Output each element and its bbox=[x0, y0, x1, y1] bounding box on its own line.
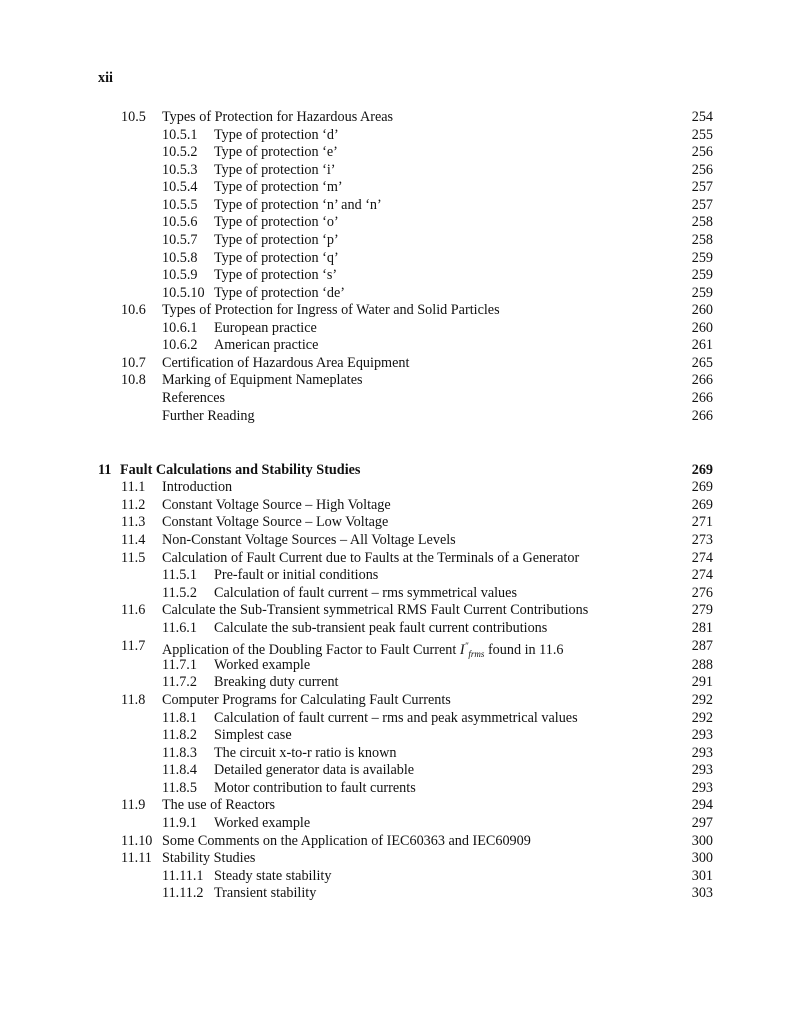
section-number: 11.6.1 bbox=[162, 620, 197, 636]
page-ref: 291 bbox=[691, 674, 713, 690]
page-ref: 288 bbox=[691, 657, 713, 673]
chapter-title: Fault Calculations and Stability Studies bbox=[120, 462, 361, 478]
page-ref: 287 bbox=[691, 638, 713, 654]
section-number: 11.2 bbox=[121, 497, 146, 513]
section-title: Further Reading bbox=[162, 408, 255, 424]
section-number: 10.5.10 bbox=[162, 285, 205, 301]
page-ref: 259 bbox=[691, 285, 713, 301]
section-title: Type of protection ‘e’ bbox=[214, 144, 338, 160]
page-ref: 265 bbox=[691, 355, 713, 371]
page-ref: 300 bbox=[691, 850, 713, 866]
page-ref: 279 bbox=[691, 602, 713, 618]
toc-entry[interactable] bbox=[0, 336, 786, 354]
section-title: Calculation of fault current – rms symmetrical values bbox=[214, 585, 517, 601]
section-title: Constant Voltage Source – High Voltage bbox=[162, 497, 391, 513]
section-title: Pre-fault or initial conditions bbox=[214, 567, 379, 583]
section-number: 10.5 bbox=[121, 109, 146, 125]
section-title: Constant Voltage Source – Low Voltage bbox=[162, 514, 389, 530]
toc-entry[interactable] bbox=[0, 867, 786, 885]
section-title: Type of protection ‘de’ bbox=[214, 285, 345, 301]
page-ref: 297 bbox=[691, 815, 713, 831]
section-number: 11.11.2 bbox=[162, 885, 204, 901]
section-number: 10.5.8 bbox=[162, 250, 198, 266]
section-title: Worked example bbox=[214, 815, 311, 831]
section-number: 11.10 bbox=[121, 833, 153, 849]
section-number: 11.7 bbox=[121, 638, 146, 654]
toc-entry[interactable] bbox=[0, 266, 786, 284]
toc-entry[interactable] bbox=[0, 796, 786, 814]
section-title: Computer Programs for Calculating Fault Currents bbox=[162, 692, 451, 708]
page-ref: 274 bbox=[691, 567, 713, 583]
section-number: 11.7.1 bbox=[162, 657, 197, 673]
page-ref: 301 bbox=[691, 868, 713, 884]
section-number: 11.5.2 bbox=[162, 585, 197, 601]
section-title: References bbox=[162, 390, 226, 406]
section-title: Transient stability bbox=[214, 885, 317, 901]
section-title: European practice bbox=[214, 320, 317, 336]
section-number: 10.6 bbox=[121, 302, 146, 318]
page-ref: 293 bbox=[691, 745, 713, 761]
section-number: 10.5.7 bbox=[162, 232, 198, 248]
page-ref: 258 bbox=[691, 214, 713, 230]
page-ref: 256 bbox=[691, 144, 713, 160]
section-title: Detailed generator data is available bbox=[214, 762, 415, 778]
section-number: 10.7 bbox=[121, 355, 146, 371]
section-number: 11.9.1 bbox=[162, 815, 197, 831]
section-title: American practice bbox=[214, 337, 319, 353]
section-title: Motor contribution to fault currents bbox=[214, 780, 416, 796]
page-ref: 293 bbox=[691, 762, 713, 778]
page-ref: 274 bbox=[691, 550, 713, 566]
page-ref: 269 bbox=[691, 462, 713, 478]
toc-entry[interactable] bbox=[0, 284, 786, 302]
toc-entry[interactable] bbox=[0, 213, 786, 231]
toc-entry[interactable] bbox=[0, 566, 786, 584]
toc-entry[interactable] bbox=[0, 407, 786, 425]
section-title: Calculate the Sub-Transient symmetrical RMS Fault Current Contributions bbox=[162, 602, 589, 618]
section-title: Simplest case bbox=[214, 727, 292, 743]
section-title: Calculate the sub-transient peak fault current contributions bbox=[214, 620, 548, 636]
toc-entry[interactable] bbox=[0, 301, 786, 319]
toc-entry[interactable] bbox=[0, 143, 786, 161]
section-number: 10.5.5 bbox=[162, 197, 198, 213]
page-ref: 300 bbox=[691, 833, 713, 849]
section-number: 11.8.1 bbox=[162, 710, 197, 726]
section-number: 11.8.3 bbox=[162, 745, 197, 761]
section-title: Types of Protection for Ingress of Water and Solid Particles bbox=[162, 302, 500, 318]
section-title: Marking of Equipment Nameplates bbox=[162, 372, 363, 388]
section-number: 11.8.2 bbox=[162, 727, 197, 743]
toc-entry[interactable] bbox=[0, 478, 786, 496]
page-ref: 260 bbox=[691, 320, 713, 336]
toc-entry[interactable] bbox=[0, 656, 786, 674]
toc-entry[interactable] bbox=[0, 196, 786, 214]
section-title: Type of protection ‘p’ bbox=[214, 232, 339, 248]
section-title: Some Comments on the Application of IEC60363 and IEC60909 bbox=[162, 833, 531, 849]
toc-entry[interactable] bbox=[0, 814, 786, 832]
page-ref: 281 bbox=[691, 620, 713, 636]
page-ref: 271 bbox=[691, 514, 713, 530]
page-ref: 269 bbox=[691, 497, 713, 513]
toc-entry[interactable] bbox=[0, 761, 786, 779]
page-ref: 294 bbox=[691, 797, 713, 813]
toc-entry[interactable] bbox=[0, 673, 786, 691]
page-ref: 293 bbox=[691, 727, 713, 743]
toc-entry[interactable] bbox=[0, 584, 786, 602]
section-number: 11.3 bbox=[121, 514, 146, 530]
math-superscript: ″ bbox=[464, 641, 469, 651]
section-number: 11.4 bbox=[121, 532, 146, 548]
section-number: 10.8 bbox=[121, 372, 146, 388]
toc-entry[interactable] bbox=[0, 354, 786, 372]
page-ref: 260 bbox=[691, 302, 713, 318]
section-number: 11.8 bbox=[121, 692, 146, 708]
page-number: xii bbox=[98, 70, 113, 86]
section-number: 10.5.3 bbox=[162, 162, 198, 178]
section-title: Steady state stability bbox=[214, 868, 332, 884]
page-ref: 269 bbox=[691, 479, 713, 495]
toc-entry[interactable] bbox=[0, 726, 786, 744]
page-ref: 259 bbox=[691, 250, 713, 266]
section-title: Stability Studies bbox=[162, 850, 256, 866]
toc-entry[interactable] bbox=[0, 249, 786, 267]
math-subscript: frms bbox=[468, 649, 485, 659]
page-ref: 273 bbox=[691, 532, 713, 548]
toc-entry[interactable] bbox=[0, 496, 786, 514]
toc-entry[interactable] bbox=[0, 849, 786, 867]
toc-entry[interactable] bbox=[0, 779, 786, 797]
section-title: Introduction bbox=[162, 479, 233, 495]
page-ref: 266 bbox=[691, 372, 713, 388]
section-title: Type of protection ‘i’ bbox=[214, 162, 336, 178]
toc-entry[interactable] bbox=[0, 549, 786, 567]
toc-entry[interactable] bbox=[0, 371, 786, 389]
section-number: 11.11.1 bbox=[162, 868, 204, 884]
section-number: 11.6 bbox=[121, 602, 146, 618]
page-ref: 257 bbox=[691, 197, 713, 213]
page-ref: 258 bbox=[691, 232, 713, 248]
section-title: Types of Protection for Hazardous Areas bbox=[162, 109, 394, 125]
page-ref: 259 bbox=[691, 267, 713, 283]
toc-entry[interactable] bbox=[0, 231, 786, 249]
page-ref: 292 bbox=[691, 692, 713, 708]
toc-entry[interactable] bbox=[0, 619, 786, 637]
page-ref: 255 bbox=[691, 127, 713, 143]
toc-entry[interactable] bbox=[0, 601, 786, 619]
section-number: 10.6.2 bbox=[162, 337, 198, 353]
toc-entry[interactable] bbox=[0, 389, 786, 407]
page-ref: 266 bbox=[691, 390, 713, 406]
section-title: Type of protection ‘d’ bbox=[214, 127, 339, 143]
toc-entry[interactable] bbox=[0, 709, 786, 727]
section-number: 11.5 bbox=[121, 550, 146, 566]
section-title: Breaking duty current bbox=[214, 674, 339, 690]
toc-entry[interactable] bbox=[0, 884, 786, 902]
section-title: Non-Constant Voltage Sources – All Voltage Levels bbox=[162, 532, 456, 548]
chapter-number: 11 bbox=[98, 462, 112, 478]
toc-entry[interactable] bbox=[0, 637, 786, 659]
toc-entry[interactable] bbox=[0, 531, 786, 549]
section-number: 10.5.1 bbox=[162, 127, 198, 143]
page-ref: 261 bbox=[691, 337, 713, 353]
toc-chapter-entry[interactable] bbox=[0, 461, 786, 479]
toc-entry[interactable] bbox=[0, 319, 786, 337]
section-title: Calculation of Fault Current due to Faults at the Terminals of a Generator bbox=[162, 550, 580, 566]
section-number: 11.5.1 bbox=[162, 567, 197, 583]
section-title: Type of protection ‘o’ bbox=[214, 214, 339, 230]
section-title: Type of protection ‘s’ bbox=[214, 267, 338, 283]
section-number: 11.1 bbox=[121, 479, 146, 495]
section-title: The circuit x-to-r ratio is known bbox=[214, 745, 397, 761]
section-number: 10.6.1 bbox=[162, 320, 198, 336]
section-number: 10.5.2 bbox=[162, 144, 198, 160]
section-number: 10.5.6 bbox=[162, 214, 198, 230]
page-ref: 257 bbox=[691, 179, 713, 195]
page-ref: 303 bbox=[691, 885, 713, 901]
section-number: 11.8.5 bbox=[162, 780, 197, 796]
toc-entry[interactable] bbox=[0, 126, 786, 144]
section-number: 10.5.9 bbox=[162, 267, 198, 283]
toc-entry[interactable] bbox=[0, 108, 786, 126]
page-ref: 266 bbox=[691, 408, 713, 424]
section-title: Type of protection ‘n’ and ‘n’ bbox=[214, 197, 382, 213]
section-title: Type of protection ‘q’ bbox=[214, 250, 339, 266]
section-title: Type of protection ‘m’ bbox=[214, 179, 343, 195]
page-ref: 276 bbox=[691, 585, 713, 601]
section-number: 10.5.4 bbox=[162, 179, 198, 195]
toc-entry[interactable] bbox=[0, 832, 786, 850]
section-title-text: Application of the Doubling Factor to Fault Current bbox=[162, 642, 457, 658]
toc-entry[interactable] bbox=[0, 178, 786, 196]
section-number: 11.11 bbox=[121, 850, 152, 866]
page-ref: 293 bbox=[691, 780, 713, 796]
section-title-text-after: found in 11.6 bbox=[487, 642, 564, 658]
section-title: The use of Reactors bbox=[162, 797, 276, 813]
section-number: 11.9 bbox=[121, 797, 146, 813]
section-number: 11.8.4 bbox=[162, 762, 197, 778]
section-number: 11.7.2 bbox=[162, 674, 197, 690]
section-title: Calculation of fault current – rms and peak asymmetrical values bbox=[214, 710, 578, 726]
toc-entry[interactable] bbox=[0, 161, 786, 179]
page-ref: 256 bbox=[691, 162, 713, 178]
toc-entry[interactable] bbox=[0, 744, 786, 762]
math-base: I bbox=[459, 642, 465, 658]
toc-entry[interactable] bbox=[0, 513, 786, 531]
page-ref: 254 bbox=[691, 109, 713, 125]
page-ref: 292 bbox=[691, 710, 713, 726]
section-title: Worked example bbox=[214, 657, 311, 673]
section-title: Certification of Hazardous Area Equipment bbox=[162, 355, 410, 371]
toc-entry[interactable] bbox=[0, 691, 786, 709]
